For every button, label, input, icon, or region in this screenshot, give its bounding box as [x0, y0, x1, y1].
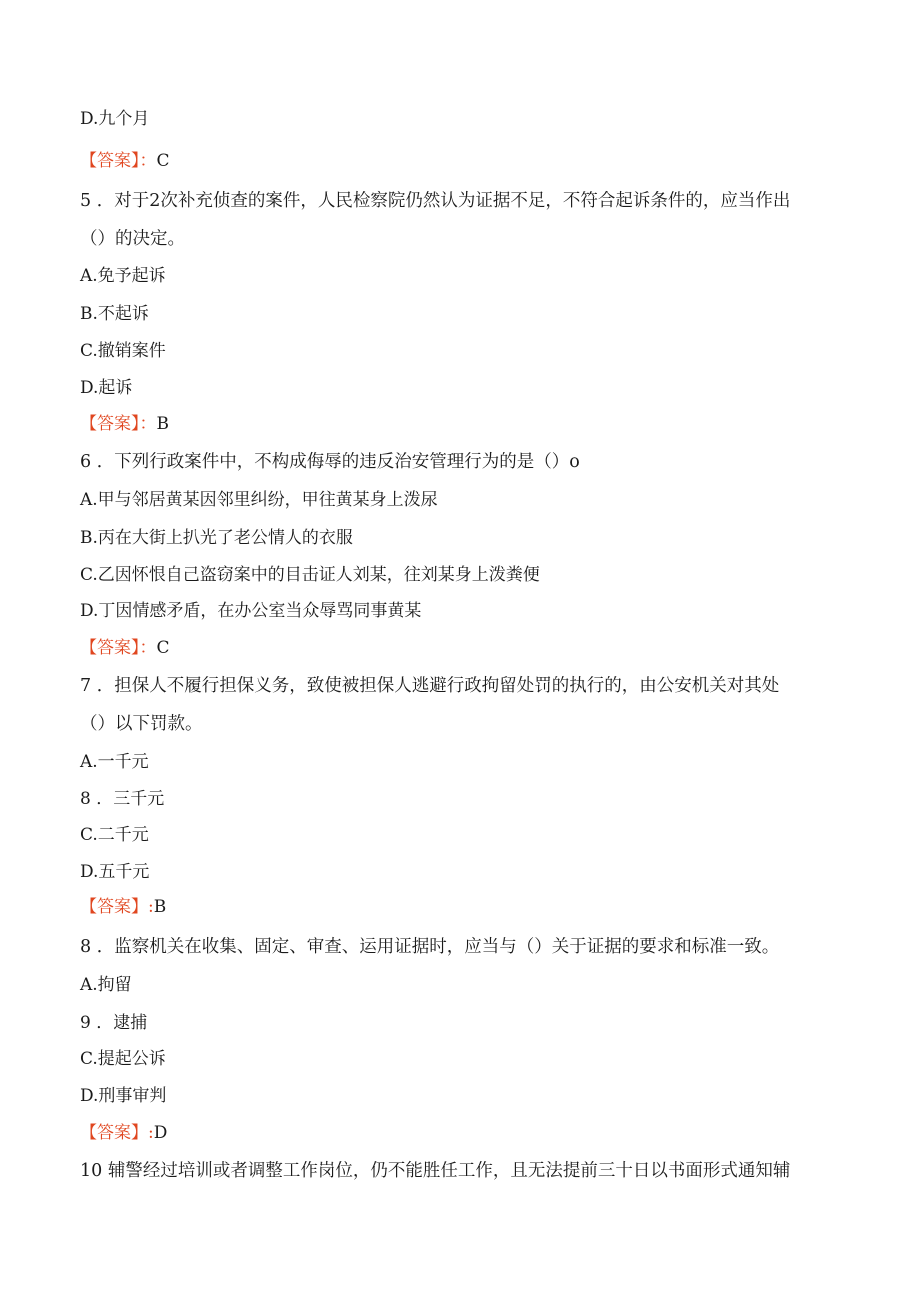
- option-a: A.甲与邻居黄某因邻里纠纷，甲往黄某身上泼尿: [80, 490, 438, 510]
- option-a: A.免予起诉: [80, 266, 166, 286]
- option-c: C.提起公诉: [80, 1049, 166, 1069]
- question-5-line1: 5 ．对于2次补充侦查的案件，人民检察院仍然认为证据不足，不符合起诉条件的，应当作出: [80, 191, 791, 211]
- question-5-line2: （）的决定。: [80, 229, 185, 249]
- option-a: A.拘留: [80, 975, 132, 995]
- option-b: B.不起诉: [80, 304, 149, 324]
- option-d: D.起诉: [80, 378, 133, 398]
- question-7-line1: 7 ．担保人不履行担保义务，致使被担保人逃避行政拘留处罚的执行的，由公安机关对其处: [80, 676, 780, 696]
- option-d: D.丁因情感矛盾，在办公室当众辱骂同事黄某: [80, 601, 422, 621]
- option-b: B.丙在大街上扒光了老公情人的衣服: [80, 528, 353, 548]
- option-d-prev: D.九个月: [80, 109, 150, 129]
- question-8: 8 ．监察机关在收集、固定、审查、运用证据时，应当与（）关于证据的要求和标准一致。: [80, 937, 780, 957]
- answer-line: 【答案】:D: [80, 1123, 168, 1143]
- option-b: 9 ．逮捕: [80, 1013, 148, 1033]
- option-c: C.二千元: [80, 825, 149, 845]
- question-7-line2: （）以下罚款。: [80, 714, 203, 734]
- option-d: D.五千元: [80, 862, 150, 882]
- answer-line: 【答案】：C: [80, 638, 170, 658]
- answer-line: 【答案】：B: [80, 414, 169, 434]
- answer-line: 【答案】：C: [80, 151, 170, 171]
- option-a: A.一千元: [80, 752, 149, 772]
- option-c: C.乙因怀恨自己盗窃案中的目击证人刘某，往刘某身上泼粪便: [80, 565, 540, 585]
- option-b: 8 ．三千元: [80, 789, 165, 809]
- question-10: 10 辅警经过培训或者调整工作岗位，仍不能胜任工作，且无法提前三十日以书面形式通知辅: [80, 1161, 791, 1181]
- option-c: C.撤销案件: [80, 341, 166, 361]
- option-d: D.刑事审判: [80, 1086, 167, 1106]
- question-6: 6 ．下列行政案件中，不构成侮辱的违反治安管理行为的是（）o: [80, 452, 580, 472]
- answer-line: 【答案】:B: [80, 897, 167, 917]
